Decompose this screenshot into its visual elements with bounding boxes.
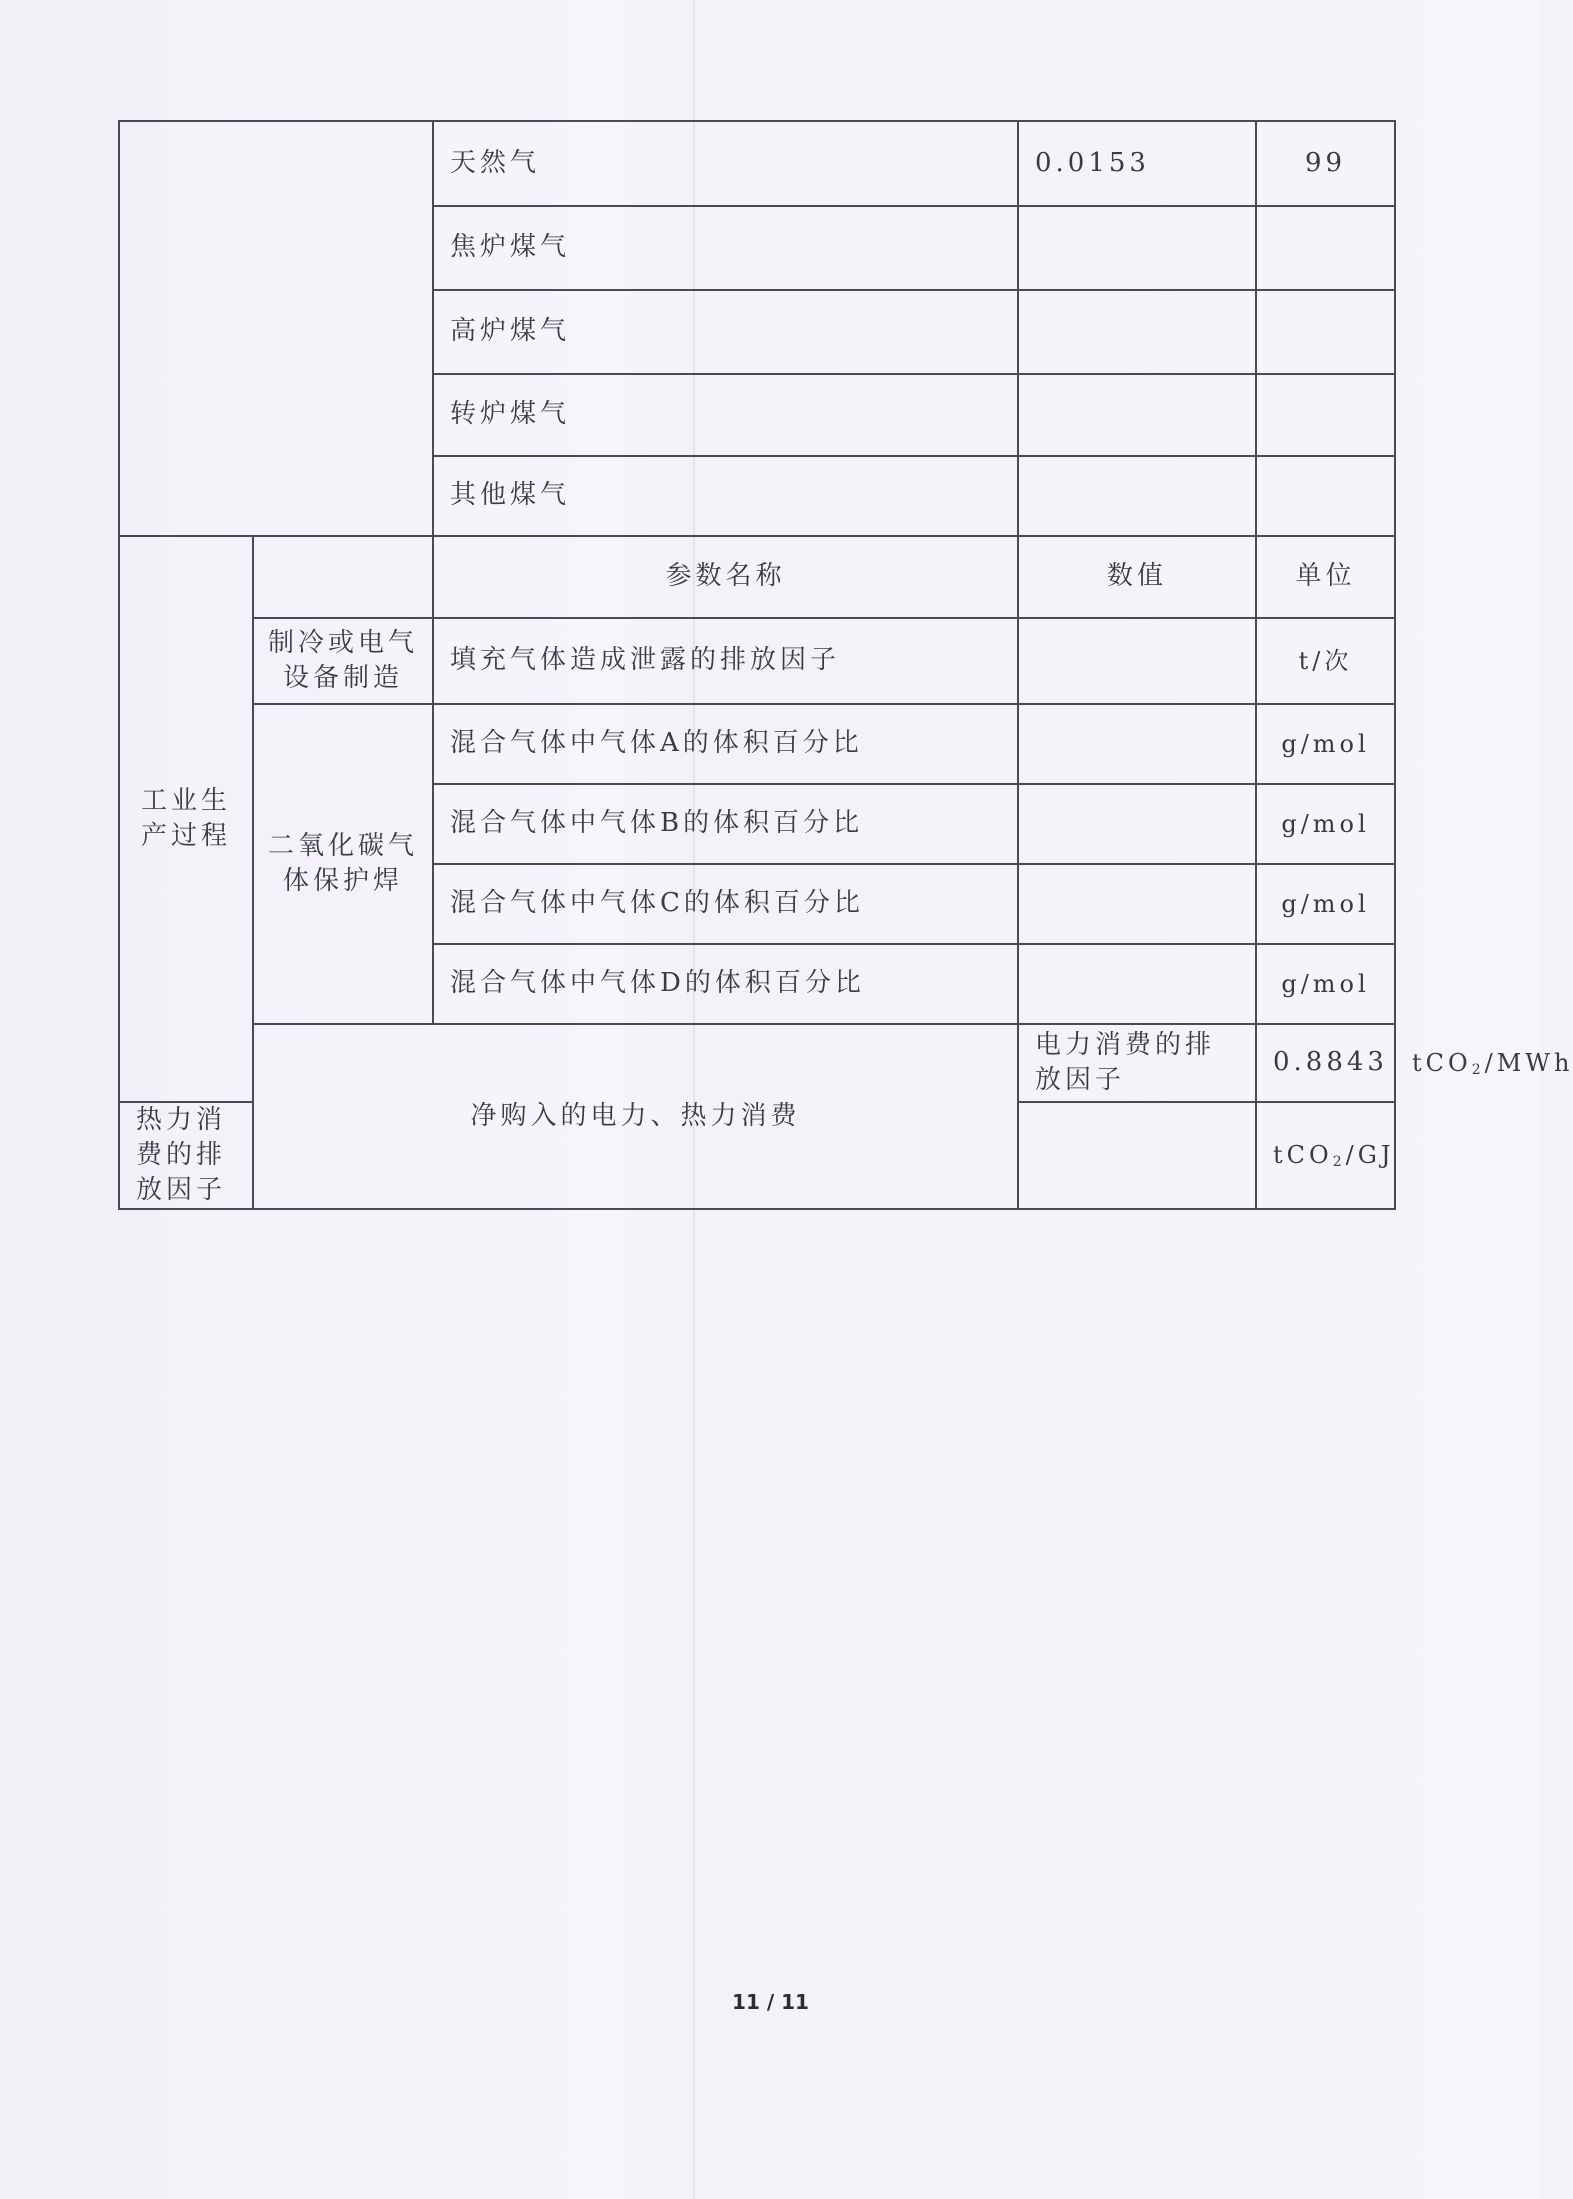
- param-value: [1018, 944, 1256, 1024]
- fuel-unit: [1256, 456, 1395, 536]
- fuel-value: [1018, 374, 1256, 456]
- fuel-value: 0.0153: [1018, 121, 1256, 206]
- param-unit: tCO$_2$/GJ: [1256, 1102, 1395, 1209]
- fuel-name: 天然气: [433, 121, 1018, 206]
- param-name: 填充气体造成泄露的排放因子: [433, 618, 1018, 704]
- fuel-unit: 99: [1256, 121, 1395, 206]
- table-row: [119, 704, 1395, 784]
- param-value: [1018, 864, 1256, 944]
- param-unit: t/次: [1256, 618, 1395, 704]
- param-unit: g/mol: [1256, 864, 1395, 944]
- param-name: 混合气体中气体A的体积百分比: [433, 704, 1018, 784]
- fuel-value: [1018, 290, 1256, 374]
- empty-header-cell: [253, 536, 433, 618]
- param-unit: g/mol: [1256, 944, 1395, 1024]
- refrigeration-subcategory: 制冷或电气设备制造: [253, 618, 433, 704]
- fuel-value: [1018, 456, 1256, 536]
- param-name: 混合气体中气体B的体积百分比: [433, 784, 1018, 864]
- param-name: 混合气体中气体C的体积百分比: [433, 864, 1018, 944]
- table-header-row: [119, 536, 1395, 618]
- co2-welding-subcategory: 二氧化碳气体保护焊: [253, 704, 433, 1024]
- param-unit: g/mol: [1256, 704, 1395, 784]
- table-row: 净购入的电力、热力消费 电力消费的排放因子 0.8843 tCO$_2$/MWh: [119, 1024, 1395, 1102]
- purchased-category-cell: 净购入的电力、热力消费: [253, 1024, 1018, 1209]
- fuel-unit: [1256, 374, 1395, 456]
- param-value: [1018, 784, 1256, 864]
- fuel-name: 转炉煤气: [433, 374, 1018, 456]
- header-param-name: 参数名称: [433, 536, 1018, 618]
- fuel-name: 焦炉煤气: [433, 206, 1018, 290]
- param-value: [1018, 1102, 1256, 1209]
- header-unit: 单位: [1256, 536, 1395, 618]
- param-value: 0.8843: [1256, 1024, 1395, 1102]
- fuel-name: 高炉煤气: [433, 290, 1018, 374]
- param-value: [1018, 704, 1256, 784]
- industrial-category-cell: 工业生产过程: [119, 536, 253, 1102]
- param-value: [1018, 618, 1256, 704]
- header-value: 数值: [1018, 536, 1256, 618]
- emission-factor-table: [118, 120, 1573, 1210]
- table-row: [119, 121, 1395, 206]
- fuel-name: 其他煤气: [433, 456, 1018, 536]
- fuel-unit: [1256, 290, 1395, 374]
- param-name: 混合气体中气体D的体积百分比: [433, 944, 1018, 1024]
- fuel-value: [1018, 206, 1256, 290]
- param-name: 热力消费的排放因子: [119, 1102, 253, 1209]
- table-row: [119, 618, 1395, 704]
- fuel-unit: [1256, 206, 1395, 290]
- fuel-category-cell: [119, 121, 433, 536]
- param-unit: g/mol: [1256, 784, 1395, 864]
- page-number: 11 / 11: [732, 1990, 809, 2014]
- param-name: 电力消费的排放因子: [1018, 1024, 1256, 1102]
